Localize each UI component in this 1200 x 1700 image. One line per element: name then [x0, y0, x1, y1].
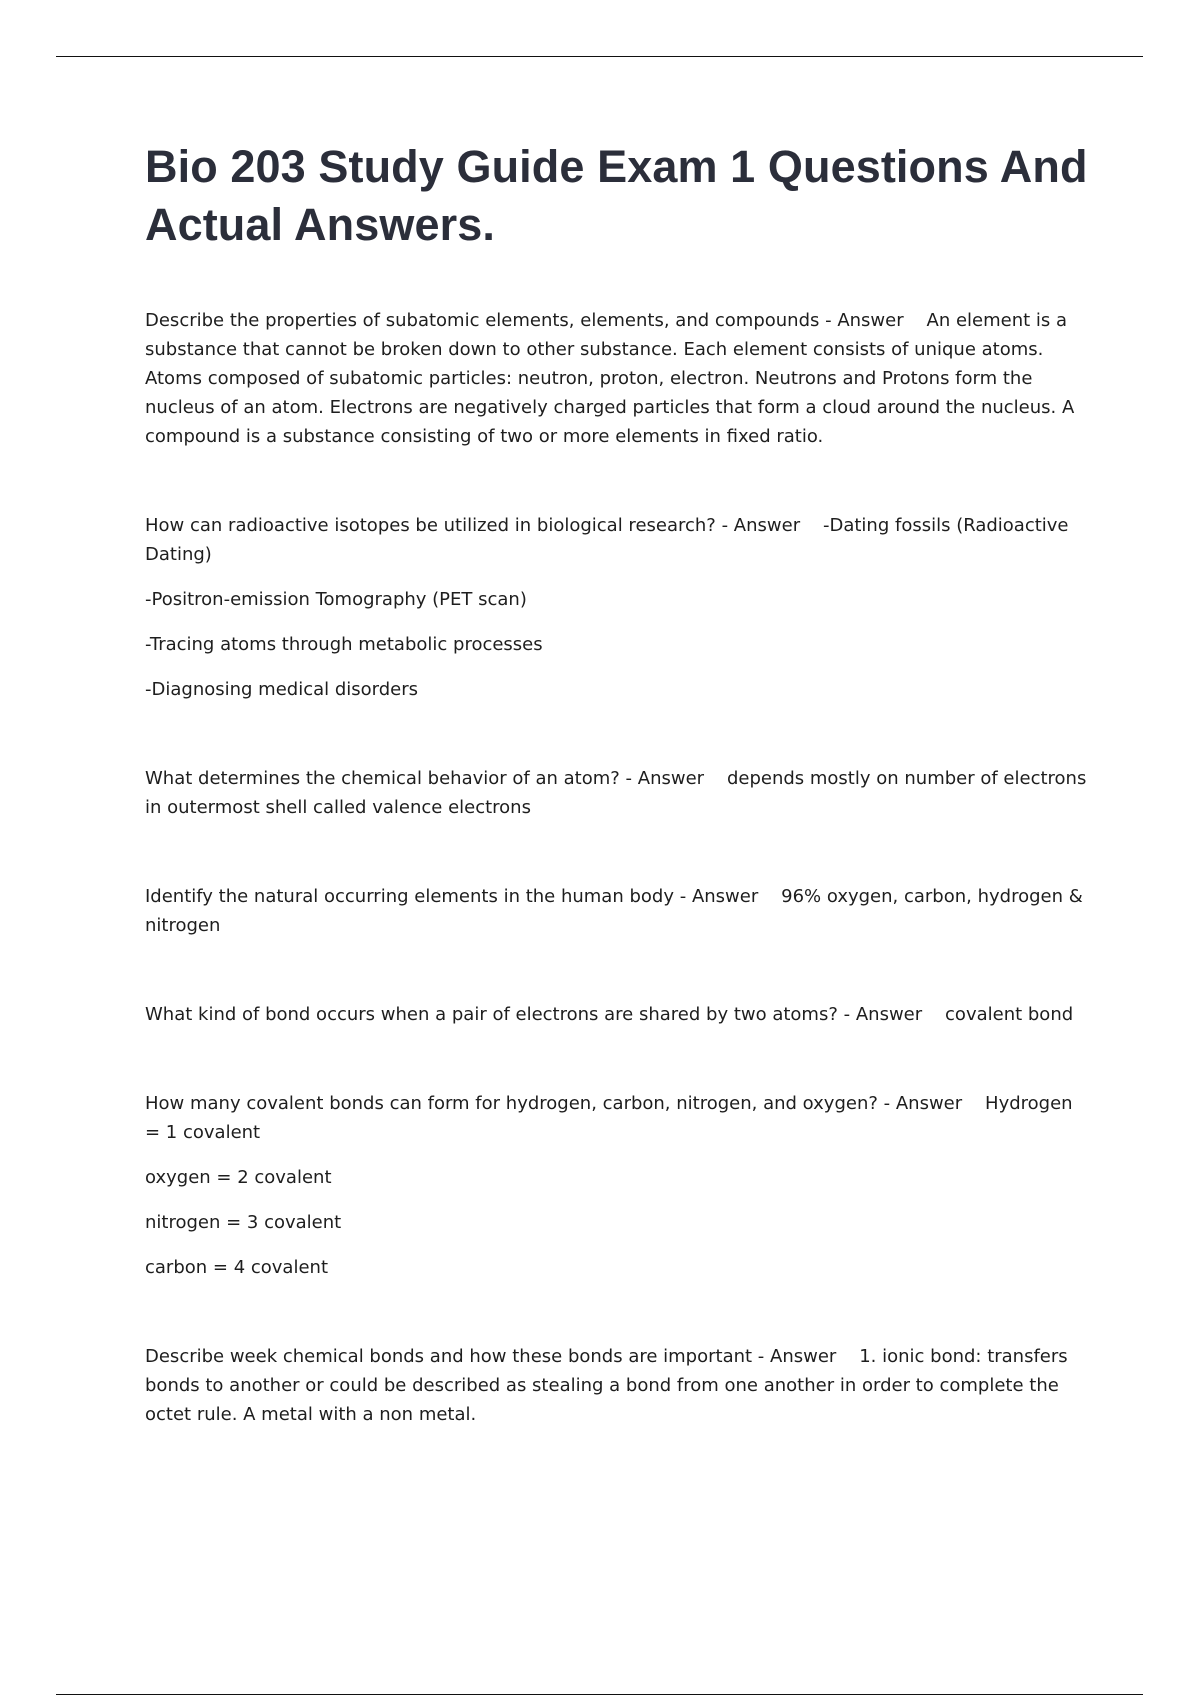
question-text: What kind of bond occurs when a pair of electrons are shared by two atoms? [145, 1004, 838, 1025]
answer-text: covalent bond [945, 1004, 1074, 1025]
qa-item [145, 764, 1090, 822]
qa-item [145, 1089, 1090, 1282]
qa-item [145, 511, 1090, 704]
answer-text: Hydrogen = 1 covalent [145, 1093, 1073, 1143]
answer-line: nitrogen = 3 covalent [145, 1212, 342, 1233]
qa-first-line [145, 1089, 1090, 1147]
qa-item [145, 306, 1090, 451]
qa-first-line [145, 306, 1090, 451]
qa-first-line [145, 882, 1090, 940]
qa-first-line [145, 1342, 1090, 1429]
answer-text: -Dating fossils (Radioactive Dating) [145, 515, 1069, 565]
top-rule [56, 56, 1143, 57]
answer-marker: - Answer [752, 1346, 860, 1367]
document-body [145, 138, 1090, 1489]
qa-item [145, 882, 1090, 940]
qa-first-line [145, 1000, 1090, 1029]
qa-first-line [145, 511, 1090, 569]
qa-first-line [145, 764, 1090, 822]
question-text: Describe week chemical bonds and how these bonds are important [145, 1346, 753, 1367]
question-text: How can radioactive isotopes be utilized in biological research? [145, 515, 716, 536]
answer-text: 1. ionic bond: transfers bonds to another or could be described as stealing a bond from one another in order to complete the octet rule. A metal with a non metal. [145, 1346, 1068, 1425]
answer-text: 96% oxygen, carbon, hydrogen & nitrogen [145, 886, 1083, 936]
answer-marker: - Answer [674, 886, 782, 907]
answer-line: oxygen = 2 covalent [145, 1167, 332, 1188]
question-text: Identify the natural occurring elements in the human body [145, 886, 674, 907]
question-text: What determines the chemical behavior of an atom? [145, 768, 620, 789]
answer-line: -Positron-emission Tomography (PET scan) [145, 589, 527, 610]
answer-marker: - Answer [619, 768, 727, 789]
question-text: Describe the properties of subatomic elements, elements, and compounds [145, 310, 820, 331]
answer-line: -Tracing atoms through metabolic processes [145, 634, 543, 655]
page-title: Bio 203 Study Guide Exam 1 Questions And Actual Answers. [145, 141, 1088, 250]
answer-marker: - Answer [715, 515, 823, 536]
qa-item [145, 1342, 1090, 1429]
answer-text: An element is a substance that cannot be broken down to other substance. Each element consists of unique atoms. Atoms composed of subatomic particles: neutron, proton, electron. Neutrons and Protons form the nucleus of an atom. Electrons are negatively charged particles that form a cloud around the nucleus. A compound is a substance consisting of two or more elements in fixed ratio. [145, 310, 1075, 447]
answer-line: carbon = 4 covalent [145, 1257, 329, 1278]
answer-line: -Diagnosing medical disorders [145, 679, 419, 700]
answer-text: depends mostly on number of electrons in outermost shell called valence electrons [145, 768, 1087, 818]
answer-marker: - Answer [819, 310, 927, 331]
answer-marker: - Answer [877, 1093, 986, 1114]
question-text: How many covalent bonds can form for hydrogen, carbon, nitrogen, and oxygen? [145, 1093, 878, 1114]
qa-item [145, 1000, 1090, 1029]
answer-marker: - Answer [837, 1004, 946, 1025]
bottom-rule [56, 1694, 1143, 1695]
